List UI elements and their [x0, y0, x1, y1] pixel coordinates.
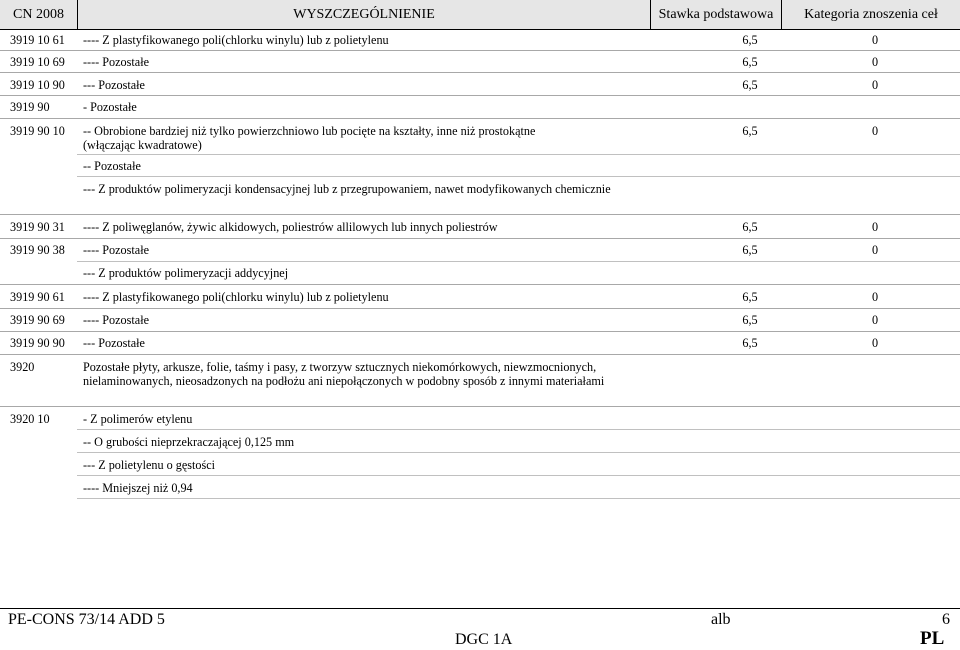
cn-code: 3919 90 61 [10, 290, 65, 304]
staging-category: 0 [871, 124, 879, 138]
header-cn: CN 2008 [13, 7, 64, 22]
row-divider [0, 308, 960, 309]
cn-code: 3919 90 69 [10, 313, 65, 327]
staging-category: 0 [871, 220, 879, 234]
header-rate: Stawka podstawowa [658, 7, 774, 22]
base-rate: 6,5 [742, 290, 758, 304]
staging-category: 0 [871, 55, 879, 69]
description: ---- Z plastyfikowanego poli(chlorku winylu) lub z polietylenu [83, 290, 389, 304]
staging-category: 0 [871, 243, 879, 257]
row-divider [0, 238, 960, 239]
base-rate: 6,5 [742, 243, 758, 257]
cn-code: 3919 90 10 [10, 124, 65, 138]
staging-category: 0 [871, 290, 879, 304]
cn-code: 3919 90 [10, 100, 50, 114]
description: ---- Pozostałe [83, 313, 149, 327]
row-divider [0, 50, 960, 51]
base-rate: 6,5 [742, 313, 758, 327]
base-rate: 6,5 [742, 78, 758, 92]
cn-code: 3920 [10, 360, 35, 374]
row-divider [77, 261, 960, 262]
row-divider [77, 429, 960, 430]
staging-category: 0 [871, 336, 879, 350]
table-header [0, 0, 960, 30]
row-divider [0, 354, 960, 355]
row-divider [0, 406, 960, 407]
description: ---- Pozostałe [83, 243, 149, 257]
description: --- Pozostałe [83, 336, 145, 350]
description: ---- Pozostałe [83, 55, 149, 69]
description: Pozostałe płyty, arkusze, folie, taśmy i pasy, z tworzyw sztucznych niekomórkowych, niewzmocnionych, nielaminowanych, nieosadzonych na podłożu ani niepołączonych w podobny sposób z innymi materiałami [83, 360, 605, 388]
description: - Pozostałe [83, 100, 137, 114]
base-rate: 6,5 [742, 220, 758, 234]
description: - Z polimerów etylenu [83, 412, 193, 426]
base-rate: 6,5 [742, 33, 758, 47]
row-divider [0, 214, 960, 215]
cn-code: 3919 90 31 [10, 220, 65, 234]
cn-code: 3919 90 90 [10, 336, 65, 350]
author-initials: alb [711, 611, 731, 628]
base-rate: 6,5 [742, 124, 758, 138]
row-divider [0, 331, 960, 332]
description: ---- Z plastyfikowanego poli(chlorku winylu) lub z polietylenu [83, 33, 389, 47]
header-description: WYSZCZEGÓLNIENIE [293, 7, 435, 22]
row-divider [77, 154, 960, 155]
row-divider [77, 452, 960, 453]
description: -- Obrobione bardziej niż tylko powierzchniowo lub pocięte na kształty, inne niż prostokątne (włączając kwadratowe) [83, 124, 536, 152]
staging-category: 0 [871, 33, 879, 47]
row-divider [77, 498, 960, 499]
row-divider [0, 95, 960, 96]
description: --- Z produktów polimeryzacji kondensacyjnej lub z przegrupowaniem, nawet modyfikowanych chemicznie [83, 182, 611, 196]
description: -- Pozostałe [83, 159, 141, 173]
document-reference: PE-CONS 73/14 ADD 5 [8, 611, 165, 628]
staging-category: 0 [871, 78, 879, 92]
description: ---- Z poliwęglanów, żywic alkidowych, poliestrów allilowych lub innych poliestrów [83, 220, 498, 234]
description: --- Pozostałe [83, 78, 145, 92]
cn-code: 3919 10 69 [10, 55, 65, 69]
page-number: 6 [942, 611, 950, 628]
description: -- O grubości nieprzekraczającej 0,125 mm [83, 435, 295, 449]
row-divider [0, 118, 960, 119]
header-category: Kategoria znoszenia ceł [804, 7, 938, 22]
description: --- Z produktów polimeryzacji addycyjnej [83, 266, 289, 280]
row-divider [0, 72, 960, 73]
directorate-code: DGC 1A [455, 631, 513, 648]
cn-code: 3919 90 38 [10, 243, 65, 257]
row-divider [0, 284, 960, 285]
description: --- Z polietylenu o gęstości [83, 458, 215, 472]
base-rate: 6,5 [742, 55, 758, 69]
cn-code: 3920 10 [10, 412, 50, 426]
row-divider [77, 176, 960, 177]
cn-code: 3919 10 90 [10, 78, 65, 92]
description: ---- Mniejszej niż 0,94 [83, 481, 193, 495]
row-divider [77, 475, 960, 476]
base-rate: 6,5 [742, 336, 758, 350]
language-code: PL [920, 628, 945, 649]
staging-category: 0 [871, 313, 879, 327]
footer-divider [0, 608, 960, 609]
cn-code: 3919 10 61 [10, 33, 65, 47]
